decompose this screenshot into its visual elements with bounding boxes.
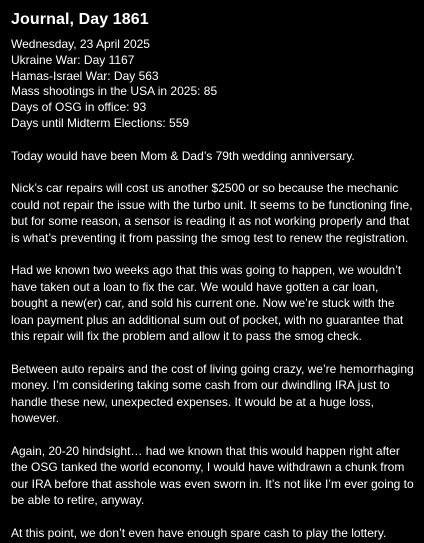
osg-days-counter: Days of OSG in office: 93: [11, 100, 147, 115]
hamas-israel-war-counter: Hamas-Israel War: Day 563: [11, 68, 159, 83]
journal-title: Journal, Day 1861: [11, 11, 149, 28]
paragraph-lottery: At this point, we don’t even have enough spare cash to play the lottery.: [11, 525, 387, 540]
paragraph-money: Between auto repairs and the cost of living going crazy, we’re hemorrhaging money. I’m considering taking some cash from our dwindling IRA just to handle these new, unexpected expenses. It would be at a huge loss, however.: [11, 361, 414, 426]
paragraph-hindsight: Again, 20-20 hindsight… had we known that this would happen right after the OSG tanked the world economy, I would have withdrawn a chunk from our IRA before that asshole was even sworn in. It’s not like I’m ever going to be able to retire, anyway.: [11, 443, 414, 508]
paragraph-anniversary: Today would have been Mom & Dad’s 79th wedding anniversary.: [11, 148, 355, 163]
paragraph-loan: Had we known two weeks ago that this was going to happen, we wouldn’t have taken out a loan to fix the car. We would have gotten a car loan, bought a new(er) car, and sold his current one. Now we’re stuck with the loan payment plus an additional sum out of pocket, with no guarantee that this repair will fix the problem and allow it to pass the smog check.: [11, 263, 404, 344]
midterm-countdown: Days until Midterm Elections: 559: [11, 115, 190, 130]
date-line: Wednesday, 23 April 2025: [11, 37, 150, 51]
mass-shootings-counter: Mass shootings in the USA in 2025: 85: [11, 84, 218, 99]
ukraine-war-counter: Ukraine War: Day 1167: [11, 52, 135, 67]
journal-stats: [11, 37, 414, 132]
paragraph-car-repairs: Nick’s car repairs will cost us another $2500 or so because the mechanic could not repair the issue with the turbo unit. It seems to be functioning fine, but for some reason, a sensor is reading it as not working properly and that is what’s preventing it from passing the smog test to renew the registration.: [11, 181, 413, 245]
